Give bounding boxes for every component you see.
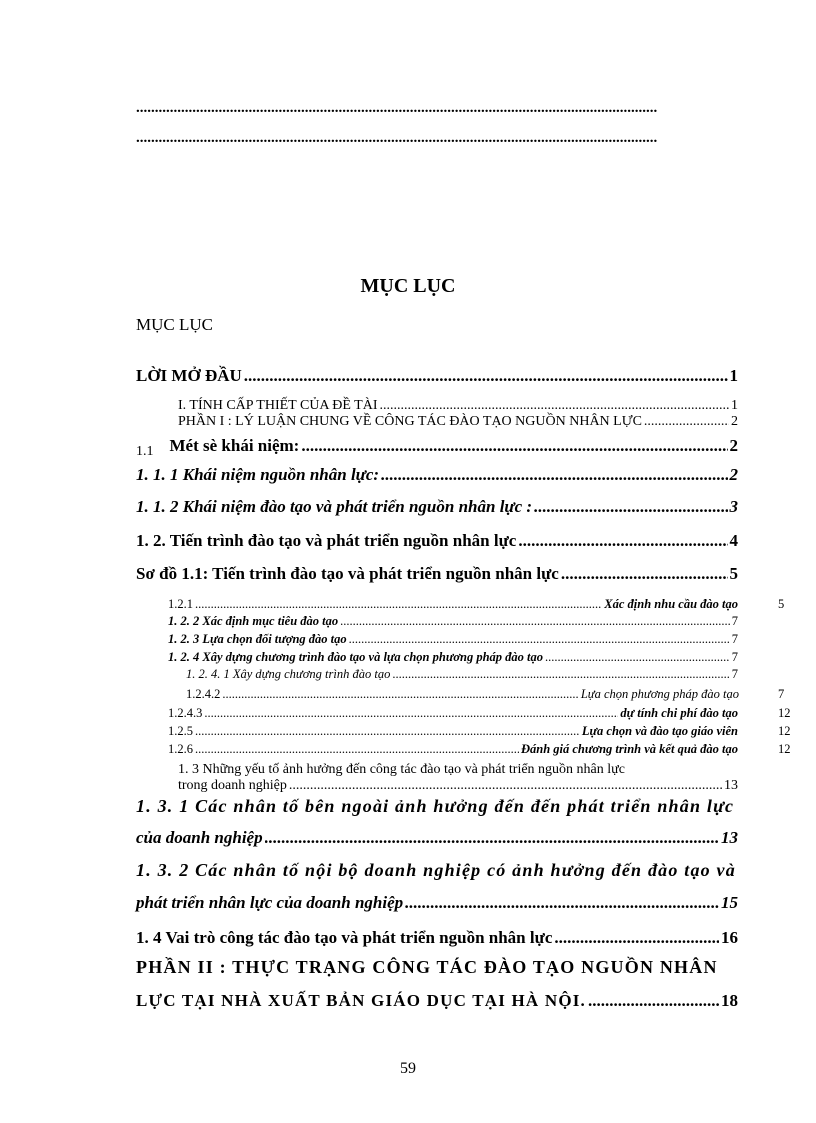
top-dotted-line-2: ........................................................................................................................................... [136, 130, 658, 146]
toc-entry-phan-2-line-1[interactable]: PHẦN II : THỰC TRẠNG CÔNG TÁC ĐÀO TẠO NGUỒN NHÂN [136, 957, 718, 977]
toc-leader [534, 497, 727, 517]
toc-entry-text: Lựa chọn phương pháp đào tạo [580, 687, 739, 701]
toc-entry-text: 1. 2. 4. 1 Xây dựng chương trình đào tạo [186, 667, 391, 681]
toc-entry-page: 13 [721, 828, 738, 847]
toc-entry-number: 1.2.6 [168, 742, 193, 756]
top-dotted-line-1: ........................................................................................................................................... [136, 100, 658, 116]
toc-entry-1-3-2[interactable] [136, 893, 738, 913]
toc-entry-1-1-1[interactable] [136, 465, 738, 485]
toc-leader [301, 436, 727, 456]
page-number: 59 [400, 1060, 416, 1077]
toc-entry-phan-1[interactable] [178, 414, 738, 430]
toc-entry-1-2-2[interactable] [168, 614, 738, 629]
toc-entry-1-3[interactable] [178, 778, 738, 794]
toc-entry-page: 16 [721, 928, 738, 947]
toc-leader [405, 893, 719, 913]
toc-leader [195, 597, 602, 612]
toc-leader [340, 614, 730, 629]
toc-entry-text: phát triển nhân lực của doanh nghiệp [136, 893, 404, 912]
toc-entry-1-2-4-1[interactable] [186, 667, 738, 682]
toc-entry-text: Xác định nhu cầu đào tạo [604, 597, 738, 611]
toc-entry-1-1[interactable] [136, 436, 738, 459]
toc-entry-page: 3 [729, 497, 738, 516]
toc-entry-text: trong doanh nghiệp [178, 778, 287, 793]
toc-entry-text: Mét sè khái niệm: [169, 436, 300, 455]
toc-entry-number: 1.2.4.3 [168, 706, 203, 720]
toc-entry-1-2-4-2[interactable] [186, 687, 739, 702]
toc-entry-page: 7 [731, 632, 738, 646]
toc-entry-1-1-2[interactable] [136, 497, 738, 517]
toc-entry-1-2-6[interactable] [168, 742, 738, 757]
toc-entry-1-3-1-line-1[interactable]: 1. 3. 1 Các nhân tố bên ngoài ảnh hưởng đến đến phát triển nhân lực [136, 796, 735, 816]
toc-leader [554, 928, 719, 948]
toc-entry-1-2-4[interactable] [168, 650, 738, 665]
toc-leader [518, 531, 727, 551]
toc-leader [561, 564, 728, 584]
toc-entry-text: 1. 2. 2 Xác định mục tiêu đào tạo [168, 614, 339, 628]
toc-entry-page: 5 [729, 564, 738, 583]
toc-entry-page-outside: 12 [778, 724, 791, 738]
toc-leader [349, 632, 730, 647]
toc-entry-text: Đánh giá chương trình và kết quả đào tạo [520, 742, 738, 756]
toc-entry-text: I. TÍNH CẤP THIẾT CỦA ĐỀ TÀI [178, 398, 378, 413]
page-title: MỤC LỤC [360, 275, 456, 297]
toc-entry-1-2-5[interactable] [168, 724, 738, 739]
toc-entry-page: 7 [731, 667, 738, 681]
toc-leader [545, 650, 730, 665]
toc-subheading: MỤC LỤC [136, 315, 213, 334]
toc-leader [204, 706, 618, 721]
toc-leader [195, 742, 519, 757]
toc-entry-page: 7 [731, 650, 738, 664]
toc-entry-text: Sơ đồ 1.1: Tiến trình đào tạo và phát triển nguồn nhân lực [136, 564, 559, 583]
toc-entry-page: 15 [721, 893, 738, 912]
toc-entry-text: 1. 1. 1 Khái niệm nguồn nhân lực: [136, 465, 380, 484]
toc-entry-text: dự tính chi phí đào tạo [620, 706, 738, 720]
toc-leader [644, 414, 729, 430]
toc-entry-page-outside: 7 [778, 687, 785, 701]
toc-entry-page: 18 [721, 991, 738, 1010]
toc-entry-1-2[interactable] [136, 531, 738, 551]
toc-entry-1-4[interactable] [136, 928, 738, 948]
toc-entry-number: 1.2.1 [168, 597, 193, 611]
toc-entry-loi-mo-dau[interactable] [136, 366, 738, 386]
toc-entry-text: của doanh nghiệp [136, 828, 263, 847]
toc-leader [195, 724, 580, 739]
toc-entry-text: 1. 4 Vai trò công tác đào tạo và phát triển nguồn nhân lực [136, 928, 553, 947]
toc-entry-text: LỜI MỞ ĐẦU [136, 366, 242, 385]
toc-leader [289, 778, 722, 794]
toc-entry-text: LỰC TẠI NHÀ XUẤT BẢN GIÁO DỤC TẠI HÀ NỘI. [136, 991, 587, 1010]
toc-entry-tinh-cap-thiet[interactable] [178, 398, 738, 414]
toc-entry-page-outside: 12 [778, 742, 791, 756]
toc-entry-page-outside: 5 [778, 597, 785, 611]
toc-entry-number: 1.2.5 [168, 724, 193, 738]
toc-leader [244, 366, 728, 386]
toc-entry-1-3-1[interactable] [136, 828, 738, 848]
toc-leader [588, 991, 719, 1011]
toc-entry-text: 1. 2. 3 Lựa chọn đối tượng đào tạo [168, 632, 347, 646]
toc-leader [265, 828, 719, 848]
toc-entry-phan-2[interactable] [136, 991, 738, 1011]
toc-entry-page-outside: 12 [778, 706, 791, 720]
toc-entry-page: 2 [729, 436, 738, 455]
toc-leader [381, 465, 727, 485]
toc-entry-page: 13 [724, 778, 738, 793]
toc-leader [392, 667, 729, 682]
toc-entry-1-3-line-1[interactable]: 1. 3 Những yếu tố ảnh hưởng đến công tác đào tạo và phát triển nguồn nhân lực [178, 762, 625, 777]
toc-entry-page: 1 [729, 366, 738, 385]
toc-leader [380, 398, 730, 414]
toc-entry-text: 1. 2. 4 Xây dựng chương trình đào tạo và lựa chọn phương pháp đào tạo [168, 650, 544, 664]
toc-entry-so-do-1-1[interactable] [136, 564, 738, 584]
toc-entry-1-2-4-3[interactable] [168, 706, 738, 721]
toc-entry-text: Lựa chọn và đào tạo giáo viên [581, 724, 738, 738]
toc-entry-number: 1.1 [136, 444, 154, 459]
toc-entry-page: 1 [731, 398, 738, 413]
toc-entry-page: 2 [729, 465, 738, 484]
toc-entry-page: 2 [731, 414, 738, 429]
toc-entry-1-2-3[interactable] [168, 632, 738, 647]
toc-entry-number: 1.2.4.2 [186, 687, 221, 701]
toc-entry-text: 1. 1. 2 Khái niệm đào tạo và phát triển nguồn nhân lực : [136, 497, 533, 516]
toc-entry-page: 4 [729, 531, 738, 550]
toc-entry-1-3-2-line-1[interactable]: 1. 3. 2 Các nhân tố nội bộ doanh nghiệp có ảnh hưởng đến đào tạo và [136, 860, 736, 880]
toc-entry-1-2-1[interactable] [168, 597, 738, 612]
toc-leader [222, 687, 578, 702]
toc-entry-page: 7 [731, 614, 738, 628]
toc-entry-text: PHẦN I : LÝ LUẬN CHUNG VỀ CÔNG TÁC ĐÀO TẠO NGUỒN NHÂN LỰC [178, 414, 642, 429]
toc-entry-text: 1. 2. Tiến trình đào tạo và phát triển nguồn nhân lực [136, 531, 517, 550]
